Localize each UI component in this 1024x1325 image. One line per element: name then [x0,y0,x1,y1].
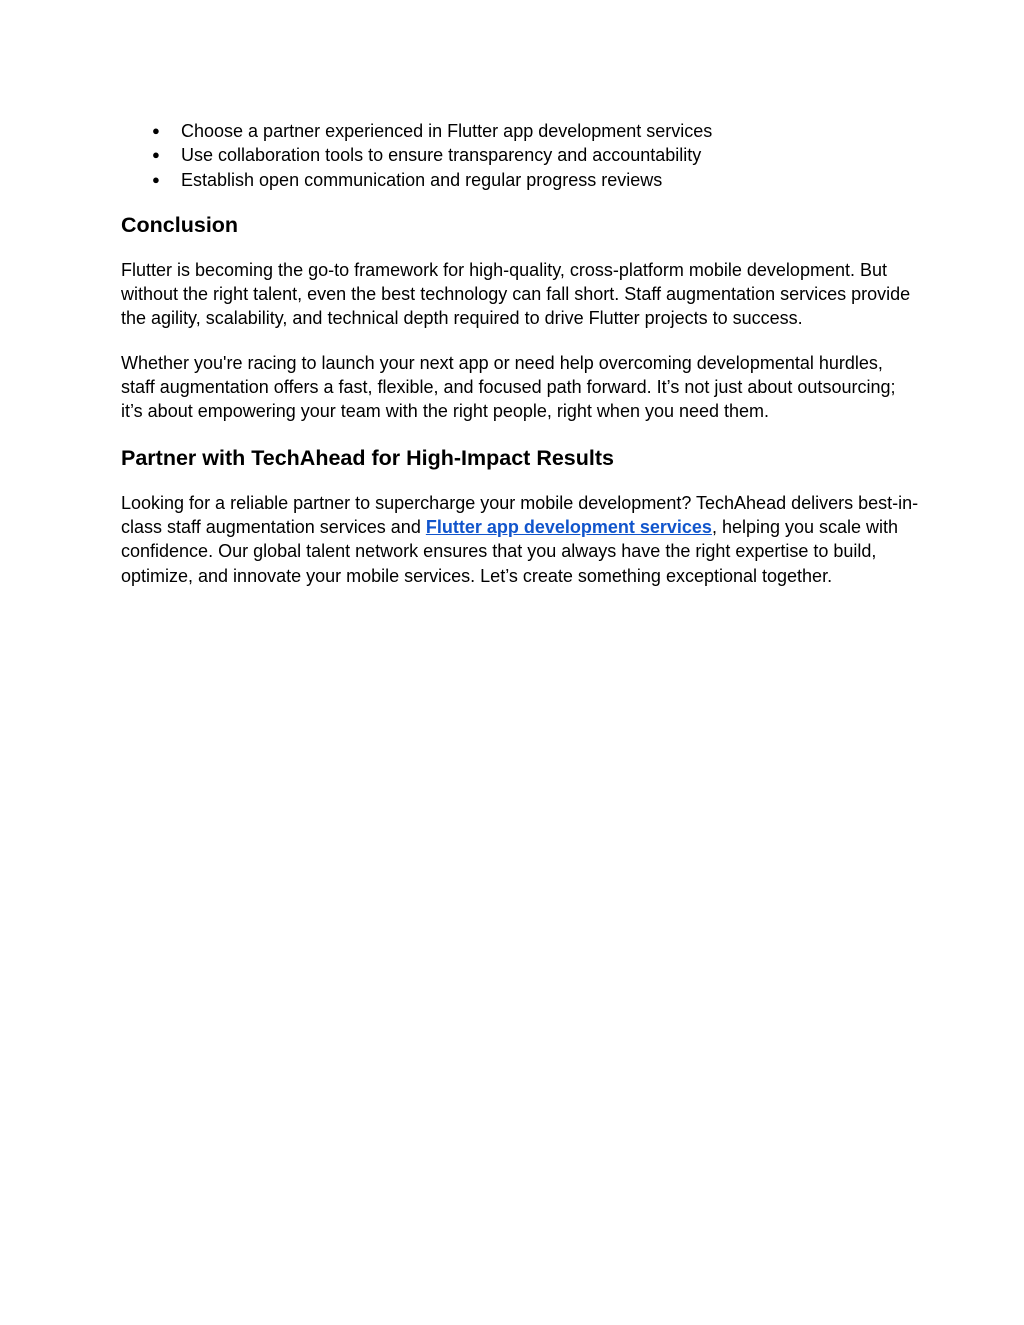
conclusion-heading: Conclusion [121,212,239,237]
list-item [121,168,921,192]
list-item-text: Use collaboration tools to ensure transparency and accountability [181,145,702,166]
flutter-services-link[interactable]: Flutter app development services [425,516,712,537]
conclusion-paragraph-1: Flutter is becoming the go-to framework for high-quality, cross-platform mobile development. But without the right talent, even the best technology can fall short. Staff augmentation services provide the agility, scalability, and technical depth required to drive Flutter projects to success. [121,259,911,329]
bullet-list [121,119,921,192]
partner-paragraph [121,491,921,588]
bullet-icon: ● [152,171,160,187]
list-item-text: Choose a partner experienced in Flutter app development services [181,121,713,141]
bullet-icon: ● [152,123,160,138]
partner-text-after-link: , helping you scale with confidence. Our global talent network ensures that you always have the right expertise to build, optimize, and innovate your mobile services. Let’s create something exceptional together. [121,516,899,586]
page-content [121,119,921,588]
list-item-text: Establish open communication and regular progress reviews [181,169,663,190]
partner-heading: Partner with TechAhead for High-Impact Results [121,445,614,470]
bullet-icon: ● [152,147,160,163]
list-item [121,143,921,167]
conclusion-paragraph-2: Whether you're racing to launch your next app or need help overcoming developmental hurdles, staff augmentation offers a fast, flexible, and focused path forward. It’s not just about outsourcing; it’s about empowering your team with the right people, right when you need them. [121,352,896,422]
partner-text-before-link: Looking for a reliable partner to supercharge your mobile development? TechAhead delivers best-in-class staff augmentation services and [121,492,919,537]
list-item [121,119,921,143]
